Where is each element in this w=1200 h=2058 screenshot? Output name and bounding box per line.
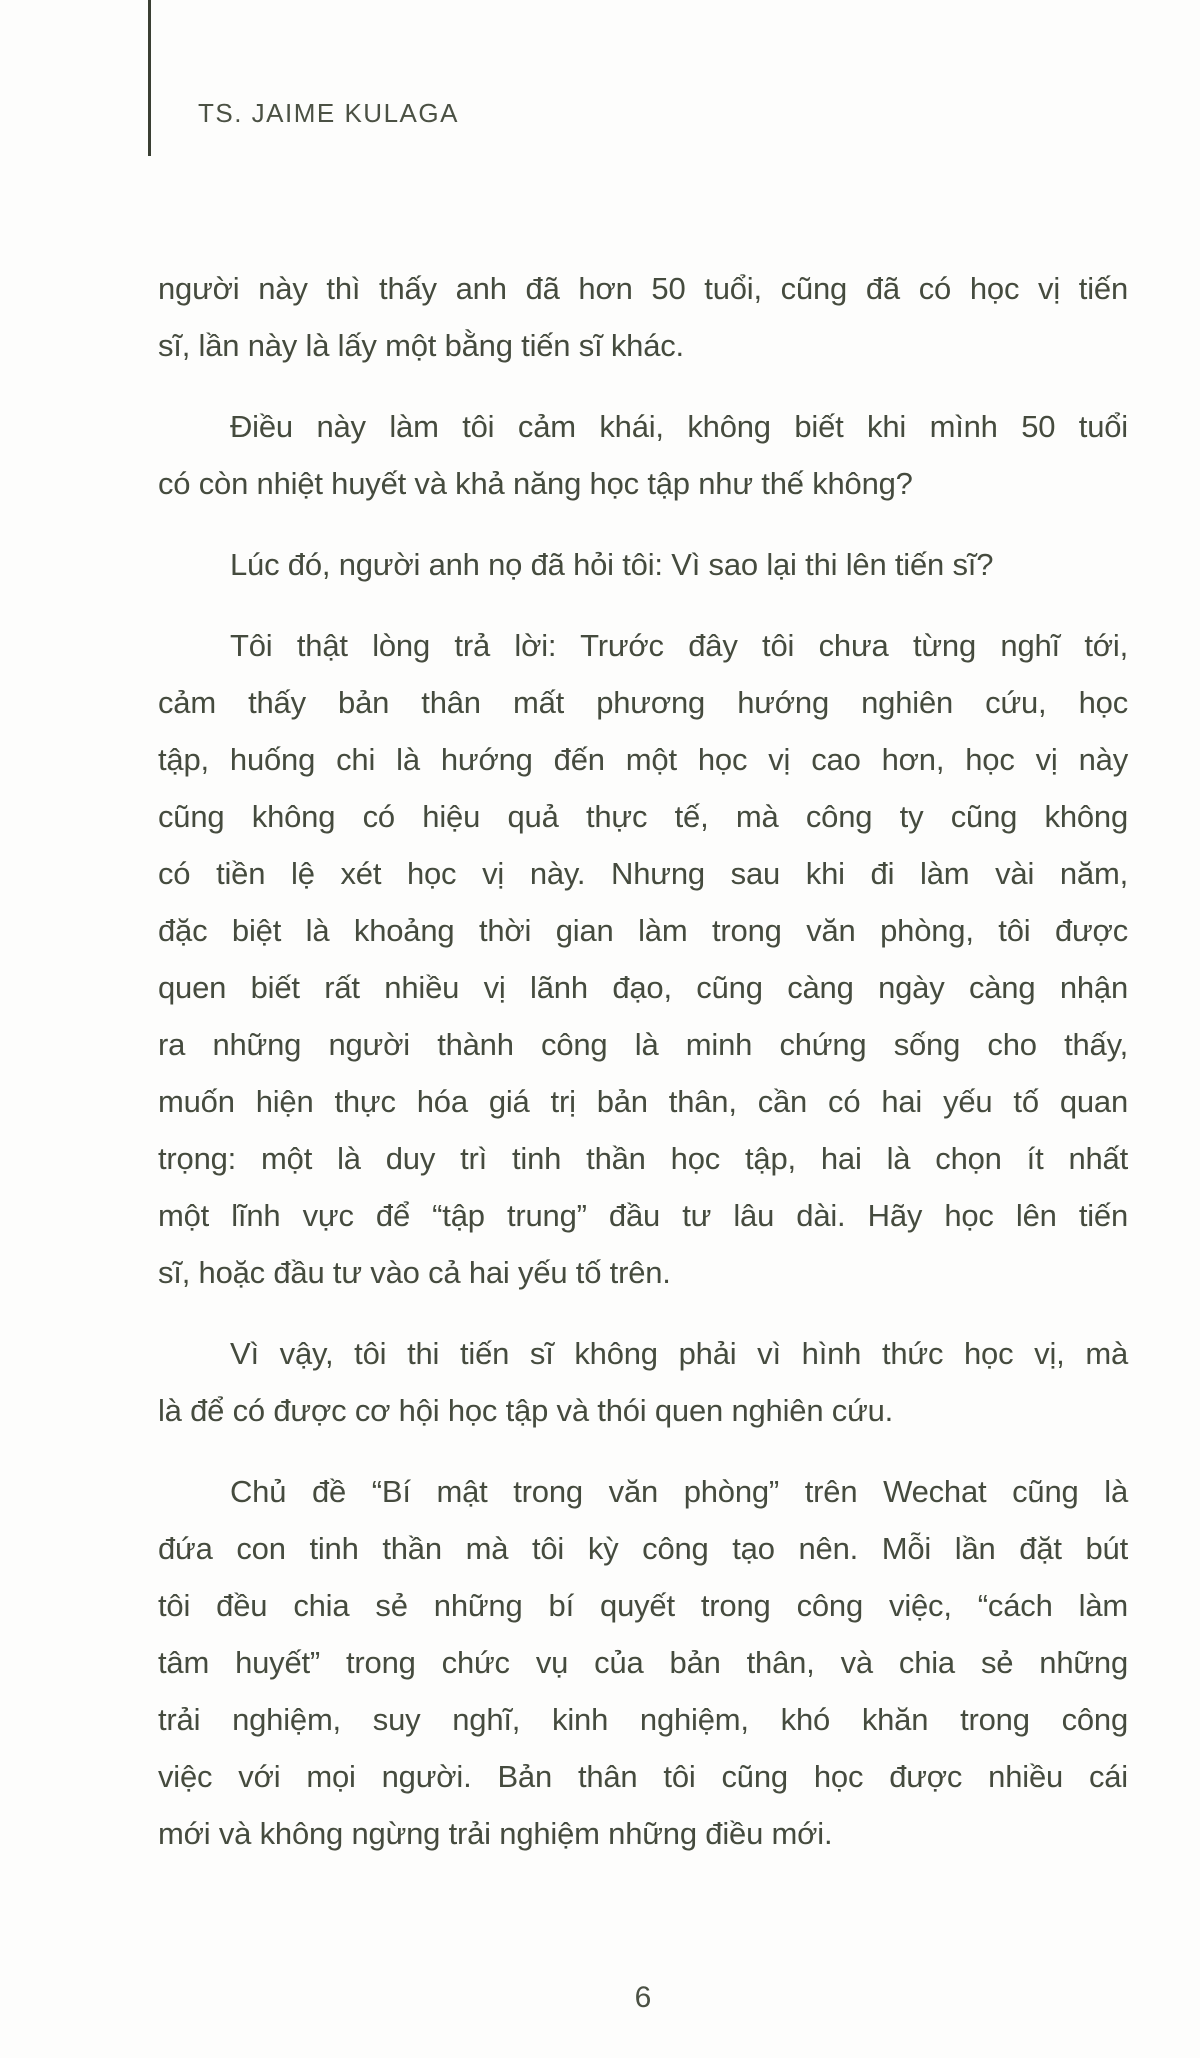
text-line: có còn nhiệt huyết và khả năng học tập như thế không? [158,466,913,501]
paragraph [158,1463,1128,1862]
text-line: mới và không ngừng trải nghiệm những điều mới. [158,1816,833,1851]
text-line: cũng không có hiệu quả thực tế, mà công ty cũng không [158,799,1128,834]
text-line: cảm thấy bản thân mất phương hướng nghiên cứu, học [158,685,1128,720]
body-text [158,260,1128,1886]
text-line: tâm huyết” trong chức vụ của bản thân, và chia sẻ những [158,1645,1128,1680]
text-line: trọng: một là duy trì tinh thần học tập, hai là chọn ít nhất [158,1141,1128,1176]
page-number: 6 [634,1981,652,2014]
text-line: đặc biệt là khoảng thời gian làm trong văn phòng, tôi được [158,913,1128,948]
text-line: ra những người thành công là minh chứng sống cho thấy, [158,1027,1128,1062]
paragraph [158,617,1128,1301]
text-line: muốn hiện thực hóa giá trị bản thân, cần có hai yếu tố quan [158,1084,1128,1119]
running-header: TS. JAIME KULAGA [198,98,459,128]
text-line: Lúc đó, người anh nọ đã hỏi tôi: Vì sao lại thi lên tiến sĩ? [230,547,994,582]
text-line: sĩ, lần này là lấy một bằng tiến sĩ khác. [158,328,684,363]
text-line: tập, huống chi là hướng đến một học vị cao hơn, học vị này [158,742,1128,777]
text-line: Chủ đề “Bí mật trong văn phòng” trên Wechat cũng là [230,1474,1128,1509]
text-line: có tiền lệ xét học vị này. Nhưng sau khi đi làm vài năm, [158,856,1128,891]
text-line: một lĩnh vực để “tập trung” đầu tư lâu dài. Hãy học lên tiến [158,1198,1128,1233]
text-line: sĩ, hoặc đầu tư vào cả hai yếu tố trên. [158,1255,671,1290]
text-line: Tôi thật lòng trả lời: Trước đây tôi chưa từng nghĩ tới, [230,628,1128,663]
text-line: Vì vậy, tôi thi tiến sĩ không phải vì hình thức học vị, mà [230,1336,1128,1371]
text-line: tôi đều chia sẻ những bí quyết trong công việc, “cách làm [158,1588,1128,1623]
text-line: người này thì thấy anh đã hơn 50 tuổi, cũng đã có học vị tiến [158,271,1128,306]
text-line: việc với mọi người. Bản thân tôi cũng học được nhiều cái [158,1759,1128,1794]
paragraph [158,260,1128,374]
left-margin-rule [148,0,151,156]
text-line: đứa con tinh thần mà tôi kỳ công tạo nên. Mỗi lần đặt bút [158,1531,1128,1566]
paragraph [158,1325,1128,1439]
text-line: quen biết rất nhiều vị lãnh đạo, cũng càng ngày càng nhận [158,970,1128,1005]
paragraph [158,398,1128,512]
text-line: trải nghiệm, suy nghĩ, kinh nghiệm, khó khăn trong công [158,1702,1128,1737]
text-line: là để có được cơ hội học tập và thói quen nghiên cứu. [158,1393,894,1428]
text-line: Điều này làm tôi cảm khái, không biết khi mình 50 tuổi [230,409,1128,444]
paragraph [158,536,1128,593]
